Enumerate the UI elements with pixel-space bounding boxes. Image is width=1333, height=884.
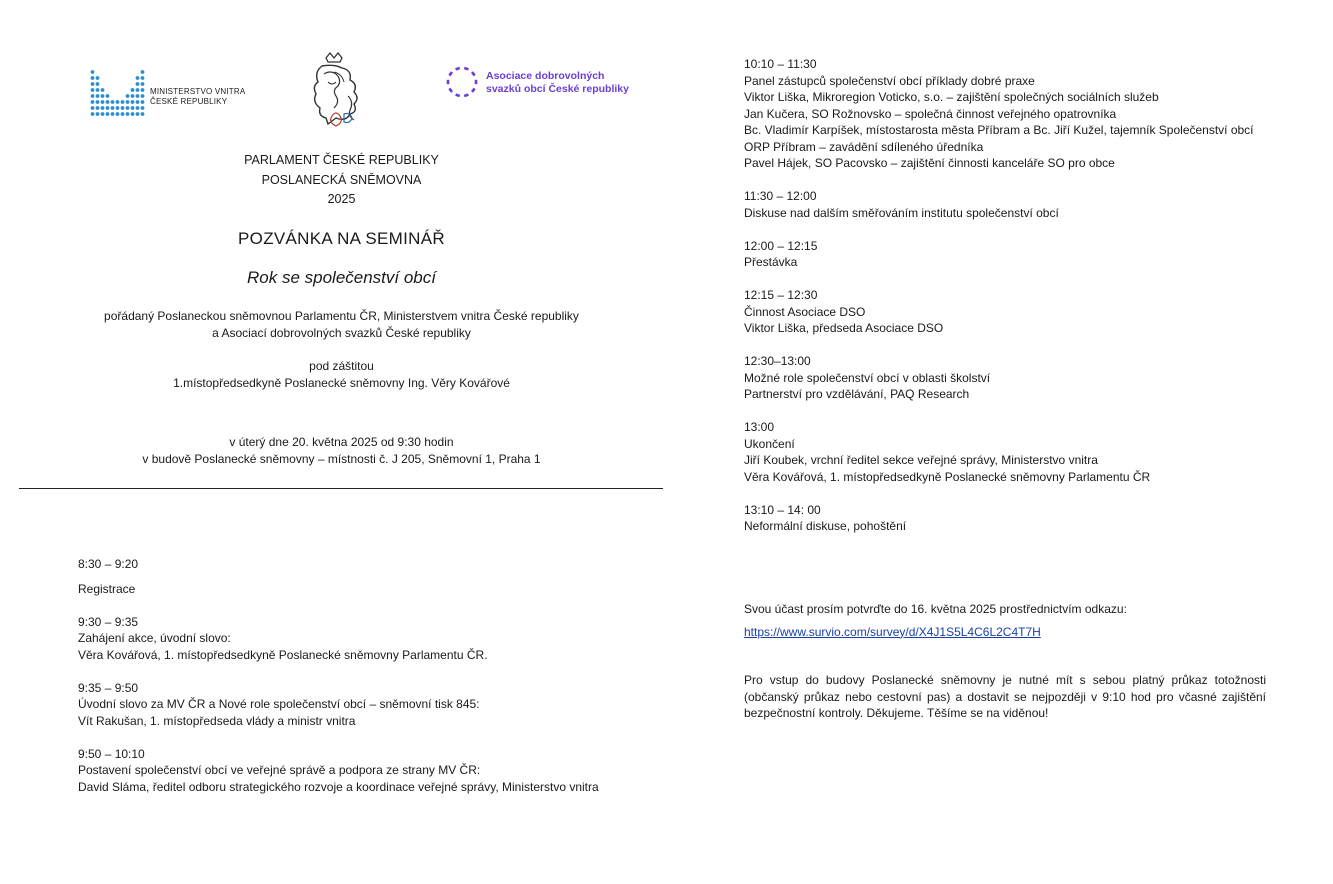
ministry-dot — [136, 82, 140, 86]
ministry-dot — [141, 82, 145, 86]
association-ring-segment — [471, 71, 476, 76]
ministry-dot — [121, 106, 125, 110]
ministry-dot — [111, 112, 115, 116]
program-item — [744, 238, 1266, 271]
ministry-dot — [131, 100, 135, 104]
ministry-dot — [106, 100, 110, 104]
program-time: 12:00 – 12:15 — [744, 238, 818, 253]
association-ring-icon — [442, 62, 482, 102]
parliament-crest-icon — [304, 52, 368, 132]
ministry-dot — [141, 94, 145, 98]
program-title: Neformální diskuse, pohoštění — [744, 519, 907, 533]
organizers-text — [20, 308, 663, 342]
program-line: Viktor Liška, Mikroregion Voticko, s.o. – zajištění společných sociálních služeb — [744, 90, 1159, 104]
entry-notice: Pro vstup do budovy Poslanecké sněmovny je nutné mít s sebou platný průkaz totožnosti (občanský průkaz nebo cestovní pas) a dostavit se nejpozději v 9:10 hod pro včasné zajištění bezpečnostní kontroly. Děkujeme. Těšíme se na viděnou! — [744, 673, 1266, 720]
program-item — [744, 56, 1266, 172]
date-place-text — [20, 434, 663, 468]
program-line: Jiří Koubek, vrchní ředitel sekce veřejné správy, Ministerstvo vnitra — [744, 453, 1098, 467]
ministry-dot — [96, 106, 100, 110]
organizers-line1: pořádaný Poslaneckou sněmovnou Parlamentu ČR, Ministerstvem vnitra České republiky — [104, 309, 579, 323]
ministry-dot — [116, 112, 120, 116]
heading-line2: POSLANECKÁ SNĚMOVNA — [261, 172, 422, 187]
ministry-dot — [131, 94, 135, 98]
program-time: 9:30 – 9:35 — [78, 614, 139, 629]
program-item — [744, 188, 1266, 221]
ministry-dot — [136, 94, 140, 98]
ministry-dot — [91, 70, 95, 74]
ministry-dot — [96, 88, 100, 92]
ministry-dot — [101, 88, 105, 92]
ministry-logo-line1: MINISTERSTVO VNITRA — [150, 87, 246, 96]
patronage-line1: pod záštitou — [309, 359, 374, 373]
program-time: 9:35 – 9:50 — [78, 680, 139, 695]
organizers-line2: a Asociací dobrovolných svazků České republiky — [212, 326, 471, 340]
program-time: 12:30–13:00 — [744, 354, 811, 368]
ministry-dot — [136, 76, 140, 80]
patronage-line2: 1.místopředsedkyně Poslanecké sněmovny Ing. Věry Kovářové — [173, 376, 510, 390]
program-item — [78, 556, 618, 597]
program-title: Ukončení — [744, 436, 795, 451]
ministry-dot — [91, 100, 95, 104]
program-line: Partnerství pro vzdělávání, PAQ Research — [744, 387, 970, 401]
program-line: David Sláma, ředitel odboru strategického rozvoje a koordinace veřejné správy, Ministerstvo vnitra — [78, 779, 599, 794]
ministry-dot — [136, 112, 140, 116]
patronage-text — [20, 358, 663, 392]
ministry-dot — [96, 100, 100, 104]
program-line: Viktor Liška, předseda Asociace DSO — [744, 321, 944, 335]
ministry-dot — [136, 100, 140, 104]
program-item — [78, 680, 618, 730]
program-title: Panel zástupců společenství obcí příklady dobré praxe — [744, 73, 1035, 88]
ministry-dot — [126, 106, 130, 110]
association-ring-segment — [448, 71, 453, 76]
ministry-dot — [126, 94, 130, 98]
ministry-dot — [101, 100, 105, 104]
program-right-column — [744, 56, 1266, 722]
ministry-dot — [141, 76, 145, 80]
association-logo-line1: Asociace dobrovolných — [486, 70, 605, 82]
association-ring-segment — [475, 80, 478, 84]
ministry-dot — [141, 88, 145, 92]
program-item — [78, 746, 618, 796]
ministry-dot — [136, 106, 140, 110]
association-ring-segment — [448, 88, 453, 93]
ministry-dot — [91, 106, 95, 110]
seminar-subtitle: Rok se společenství obcí — [247, 268, 436, 287]
ministry-dot — [116, 106, 120, 110]
program-item — [744, 419, 1266, 485]
ministry-dot — [96, 112, 100, 116]
program-title: Činnost Asociace DSO — [744, 304, 866, 319]
heading-year: 2025 — [327, 192, 356, 206]
program-time: 10:10 – 11:30 — [744, 57, 817, 71]
page-title: POZVÁNKA NA SEMINÁŘ — [238, 229, 445, 248]
ministry-dot — [96, 94, 100, 98]
association-ring-segment — [455, 93, 460, 97]
association-logo — [442, 62, 652, 102]
ministry-dot — [141, 112, 145, 116]
association-ring-segment — [455, 67, 460, 71]
ministry-dot — [141, 106, 145, 110]
ministry-logo — [90, 68, 250, 120]
ministry-dot — [101, 106, 105, 110]
ministry-dot — [136, 88, 140, 92]
association-ring-segment — [464, 93, 469, 97]
program-line: Bc. Vladimír Karpíšek, místostarosta města Příbram a Bc. Jiří Kužel, tajemník Společenství obcí ORP Příbram – zavádění sdíleného úředníka — [744, 123, 1254, 154]
program-item — [78, 614, 618, 664]
program-line: Věra Kovářová, 1. místopředsedkyně Poslanecké sněmovny Parlamentu ČR — [744, 469, 1151, 484]
ministry-dot — [141, 70, 145, 74]
program-line: Přestávka — [744, 255, 798, 269]
registration-link[interactable]: https://www.survio.com/survey/d/X4J1S5L4C6L2C4T7H — [744, 624, 1041, 639]
association-ring-segment — [447, 80, 450, 84]
association-logo-line2: svazků obcí České republiky — [486, 83, 629, 95]
ministry-dot — [131, 88, 135, 92]
ministry-dot — [111, 100, 115, 104]
registration-text: Svou účast prosím potvrďte do 16. května 2025 prostřednictvím odkazu: — [744, 602, 1127, 616]
program-title: Možné role společenství obcí v oblasti školství — [744, 370, 991, 385]
program-time: 13:00 — [744, 420, 775, 434]
ministry-dot — [101, 94, 105, 98]
ministry-dot — [106, 106, 110, 110]
program-item — [744, 287, 1266, 337]
program-line: Jan Kučera, SO Rožnovsko – společná činnost veřejného opatrovníka — [744, 106, 1117, 121]
ministry-dot — [96, 82, 100, 86]
divider — [19, 488, 663, 489]
program-line: Registrace — [78, 581, 136, 596]
ministry-dot — [91, 94, 95, 98]
ministry-dot — [106, 112, 110, 116]
association-ring-segment — [464, 67, 469, 71]
institution-heading — [20, 151, 663, 210]
ministry-dot — [116, 100, 120, 104]
program-line: Pavel Hájek, SO Pacovsko – zajištění činnosti kanceláře SO pro obce — [744, 156, 1115, 170]
ministry-dot — [126, 100, 130, 104]
date-line: v úterý dne 20. května 2025 od 9:30 hodin — [229, 435, 454, 449]
ministry-dot — [111, 106, 115, 110]
program-time: 11:30 – 12:00 — [744, 189, 817, 203]
program-left-column — [78, 556, 618, 812]
ministry-dot — [121, 100, 125, 104]
program-title: Úvodní slovo za MV ČR a Nové role společenství obcí – sněmovní tisk 845: — [78, 697, 480, 711]
program-time: 9:50 – 10:10 — [78, 746, 145, 761]
ministry-dot — [96, 76, 100, 80]
program-title: Postavení společenství obcí ve veřejné správě a podpora ze strany MV ČR: — [78, 763, 481, 777]
program-time: 13:10 – 14: 00 — [744, 502, 821, 517]
association-ring-segment — [471, 88, 476, 93]
heading-line1: PARLAMENT ČESKÉ REPUBLIKY — [244, 153, 439, 167]
program-item — [744, 502, 1266, 535]
ministry-dot — [141, 100, 145, 104]
ministry-dot — [91, 88, 95, 92]
ministry-dot — [101, 112, 105, 116]
ministry-dot — [106, 94, 110, 98]
ministry-dot — [91, 82, 95, 86]
program-line: Vít Rakušan, 1. místopředseda vlády a ministr vnitra — [78, 713, 356, 728]
ministry-dot — [121, 112, 125, 116]
ministry-dot — [131, 112, 135, 116]
program-title: Zahájení akce, úvodní slovo: — [78, 631, 231, 645]
program-line: Věra Kovářová, 1. místopředsedkyně Poslanecké sněmovny Parlamentu ČR. — [78, 647, 488, 662]
program-time: 8:30 – 9:20 — [78, 557, 139, 571]
ministry-dot — [91, 112, 95, 116]
ministry-dot — [131, 106, 135, 110]
ministry-dots-icon — [90, 68, 146, 120]
program-time: 12:15 – 12:30 — [744, 288, 818, 302]
ministry-dot — [91, 76, 95, 80]
ministry-dot — [126, 112, 130, 116]
program-title: Diskuse nad dalším směřováním institutu společenství obcí — [744, 205, 1059, 220]
ministry-logo-line2: ČESKÉ REPUBLIKY — [150, 97, 228, 106]
place-line: v budově Poslanecké sněmovny – místnosti č. J 205, Sněmovní 1, Praha 1 — [142, 452, 541, 466]
program-item — [744, 353, 1266, 403]
